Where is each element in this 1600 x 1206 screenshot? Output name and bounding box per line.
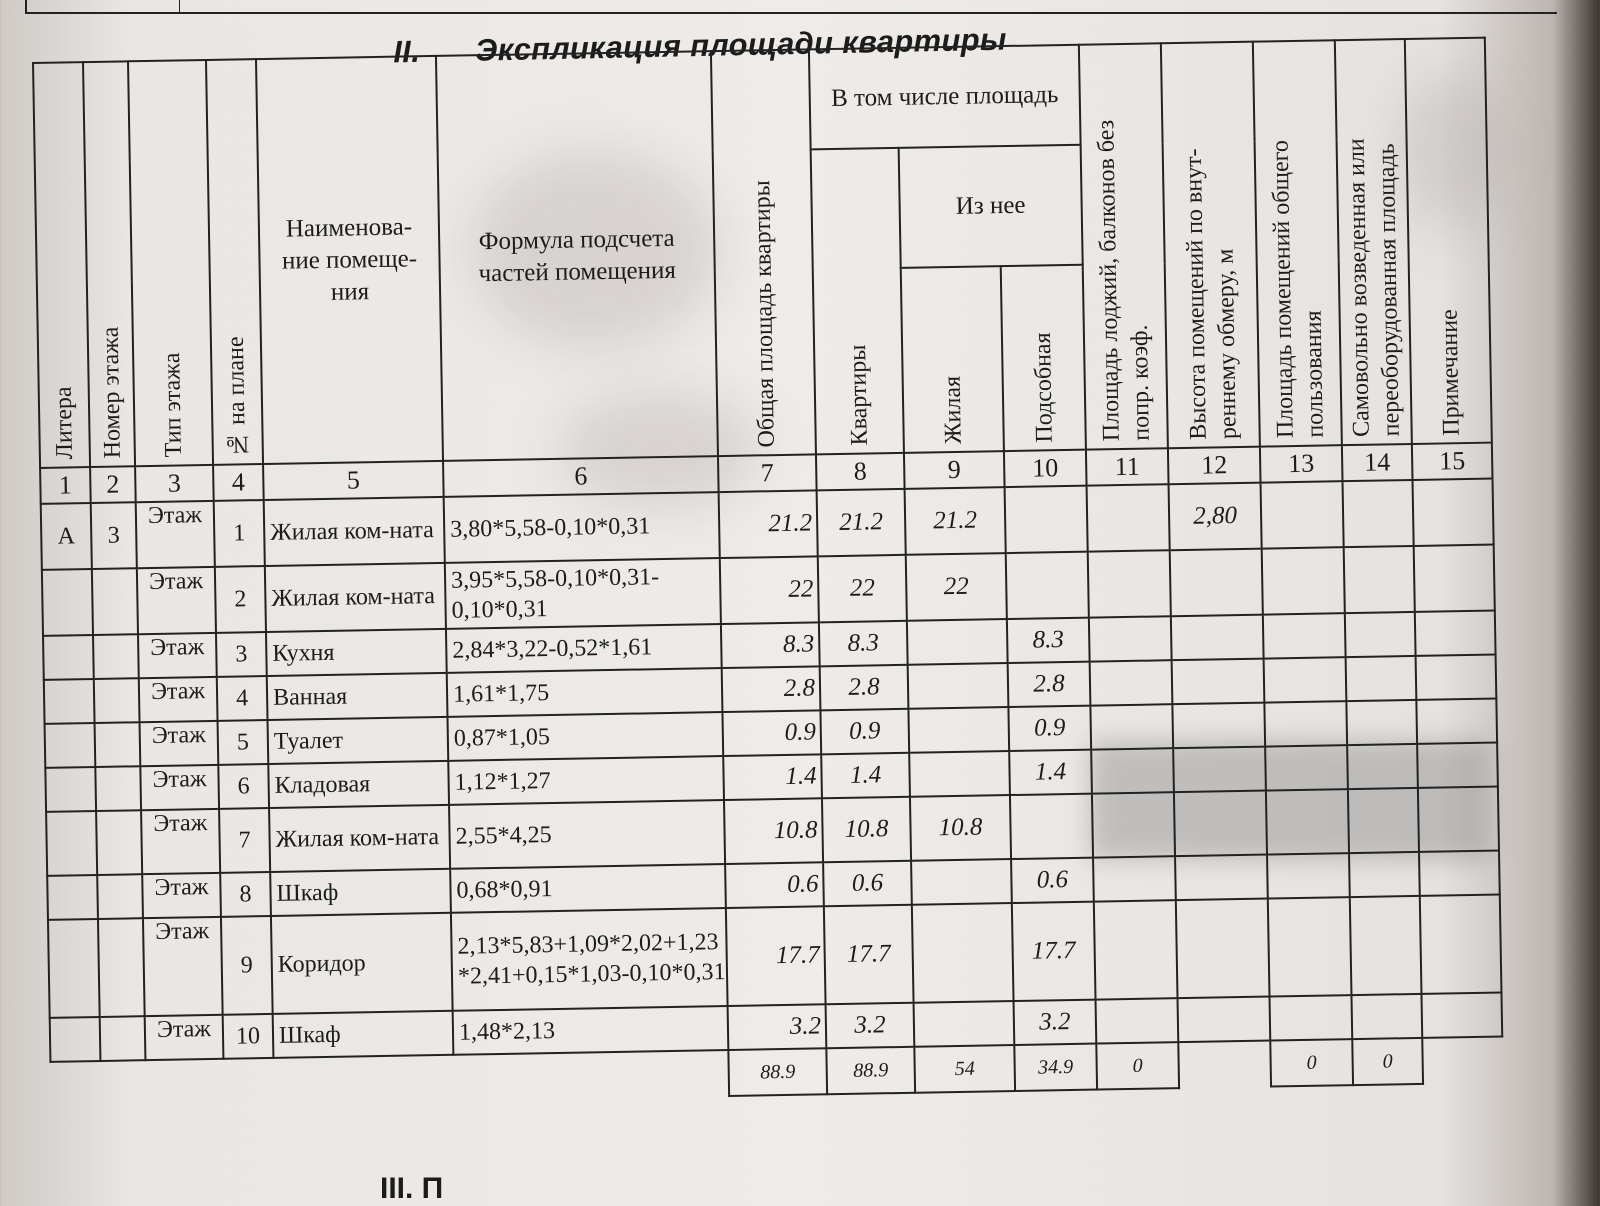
- column-number: 10: [1004, 450, 1087, 487]
- column-number: 12: [1168, 447, 1261, 485]
- cell-floor-type: Этаж: [137, 567, 216, 634]
- cell-auxiliary-area: 0.6: [1011, 858, 1094, 903]
- header-floor-type: Тип этажа: [128, 60, 213, 466]
- cell-floor-type: Этаж: [140, 765, 219, 810]
- cell-living-area: 22: [906, 553, 1007, 621]
- cell-loggia: [1090, 704, 1173, 749]
- cell-loggia: [1090, 660, 1173, 705]
- cell-auxiliary-area: [1006, 552, 1089, 619]
- header-room-height: Высота помещений по внут-реннему обмеру, м: [1161, 42, 1260, 449]
- cell-plan-number: 1: [214, 500, 265, 567]
- cell-litera: А: [41, 503, 92, 570]
- cell-total-area: 17.7: [726, 906, 826, 1006]
- cell-note: [1416, 699, 1497, 744]
- cell-litera: [47, 875, 98, 920]
- cell-plan-number: 2: [215, 566, 266, 633]
- cell-auxiliary-area: [1005, 486, 1088, 553]
- cell-room-name: Жилая ком-ната: [264, 497, 445, 566]
- cell-floor-type: Этаж: [136, 501, 215, 568]
- cell-common: [1265, 745, 1348, 790]
- cell-formula: 2,55*4,25: [449, 800, 725, 869]
- column-number: 5: [263, 461, 444, 500]
- cell-auxiliary-area: 17.7: [1012, 902, 1096, 1001]
- cell-common: [1268, 897, 1352, 996]
- column-number: 13: [1260, 445, 1343, 482]
- cell-living-area: [908, 663, 1009, 709]
- cell-note: [1420, 895, 1502, 994]
- column-number: 4: [213, 464, 264, 501]
- cell-loggia: [1088, 550, 1171, 617]
- explication-table: [32, 37, 1504, 1109]
- cell-note: [1414, 545, 1495, 612]
- cell-floor-type: Этаж: [145, 1015, 224, 1060]
- cell-room-name: Ванная: [267, 673, 448, 720]
- cell-loggia: [1089, 616, 1172, 661]
- cell-common: [1269, 995, 1352, 1040]
- cell-apartment-area: 3.2: [826, 1003, 915, 1049]
- cell-apartment-area: 2.8: [820, 665, 909, 711]
- cell-height: [1176, 899, 1270, 999]
- column-number: 15: [1412, 443, 1493, 480]
- cell-formula: 3,80*5,58-0,10*0,31: [444, 492, 720, 563]
- header-litera: Литера: [33, 62, 90, 468]
- section-title: Экспликация площади квартиры: [474, 21, 1008, 68]
- cell-apartment-area: 10.8: [822, 797, 911, 863]
- total-area-sum: 88.9: [728, 1048, 827, 1096]
- cell-living-area: 21.2: [905, 487, 1006, 555]
- column-number: 14: [1342, 444, 1413, 481]
- cell-litera: [45, 723, 96, 768]
- cell-floor: [98, 918, 145, 1017]
- cell-litera: [46, 811, 97, 876]
- cell-total-area: 2.8: [722, 666, 821, 712]
- cell-living-area: [912, 903, 1014, 1003]
- cell-room-name: Жилая ком-ната: [269, 805, 450, 872]
- loggia-area-sum: 0: [1096, 1042, 1179, 1089]
- cell-common: [1263, 613, 1346, 658]
- cell-loggia: [1094, 900, 1178, 999]
- cell-auxiliary-area: 1.4: [1009, 750, 1092, 795]
- cell-height: 2,80: [1169, 483, 1262, 551]
- cell-note: [1416, 655, 1497, 700]
- cell-formula: 2,13*5,83+1,09*2,02+1,23*2,41+0,15*1,03-0,10*0,31: [451, 908, 728, 1011]
- cell-floor: [93, 634, 139, 679]
- cell-total-area: 0.9: [722, 710, 821, 756]
- apartment-area-sum: 88.9: [826, 1047, 915, 1095]
- cell-floor: [100, 1016, 146, 1061]
- cell-room-name: Жилая ком-ната: [265, 563, 446, 632]
- cell-auxiliary-area: [1010, 794, 1093, 859]
- cell-room-name: Шкаф: [273, 1011, 454, 1058]
- header-apartment: Квартиры: [811, 148, 904, 454]
- cell-living-area: [909, 751, 1010, 797]
- cell-unauthorized: [1344, 546, 1415, 613]
- cell-total-area: 3.2: [728, 1004, 827, 1050]
- column-number: 1: [40, 467, 91, 504]
- cell-height: [1173, 747, 1266, 793]
- cell-litera: [42, 569, 93, 636]
- previous-table-edge: [25, 0, 1557, 14]
- cell-common: [1261, 481, 1344, 548]
- cell-auxiliary-area: 2.8: [1008, 662, 1091, 707]
- column-number: 8: [816, 453, 905, 491]
- cell-apartment-area: 22: [818, 555, 907, 623]
- cell-floor-type: Этаж: [141, 809, 220, 874]
- cell-plan-number: 10: [223, 1014, 274, 1059]
- cell-note: [1415, 611, 1496, 656]
- cell-plan-number: 5: [218, 720, 269, 765]
- cell-height: [1178, 997, 1271, 1043]
- cell-unauthorized: [1345, 612, 1416, 657]
- cell-loggia: [1096, 998, 1179, 1043]
- cell-unauthorized: [1346, 656, 1417, 701]
- cell-floor: [96, 810, 142, 875]
- cell-height: [1174, 791, 1267, 857]
- cell-room-name: Кладовая: [268, 761, 449, 808]
- cell-height: [1170, 549, 1263, 617]
- cell-height: [1172, 703, 1265, 749]
- column-number: 9: [904, 451, 1005, 489]
- cell-apartment-area: 17.7: [824, 905, 914, 1005]
- cell-total-area: 22: [720, 556, 819, 624]
- cell-apartment-area: 0.6: [823, 861, 912, 907]
- header-including-area: В том числе площадь: [809, 45, 1081, 150]
- cell-unauthorized: [1348, 788, 1419, 853]
- cell-floor-type: Этаж: [143, 917, 223, 1016]
- cell-total-area: 10.8: [724, 798, 823, 864]
- cell-living-area: [908, 707, 1009, 753]
- cell-auxiliary-area: 0.9: [1008, 706, 1091, 751]
- cell-floor-type: Этаж: [138, 633, 217, 678]
- cell-room-name: Кухня: [266, 629, 447, 676]
- column-number: 3: [135, 465, 214, 502]
- cell-unauthorized: [1349, 852, 1420, 897]
- cell-common: [1267, 853, 1350, 898]
- cell-apartment-area: 1.4: [821, 753, 910, 799]
- cell-floor: [95, 722, 141, 767]
- cell-unauthorized: [1350, 896, 1422, 995]
- cell-common: [1262, 547, 1345, 614]
- cell-living-area: [911, 859, 1012, 905]
- cell-loggia: [1091, 748, 1174, 793]
- living-area-sum: 54: [914, 1045, 1015, 1093]
- header-unauthorized-area: Самовольно возведенная или переоборудованная площадь: [1335, 39, 1412, 445]
- cell-formula: 0,87*1,05: [447, 712, 723, 761]
- cell-plan-number: 7: [219, 808, 270, 873]
- cell-note: [1419, 851, 1500, 896]
- cell-loggia: [1087, 484, 1170, 551]
- cell-litera: [48, 919, 100, 1018]
- header-loggia-area: Площадь лоджий, балконов без попр. коэф.: [1079, 43, 1168, 449]
- cell-floor: 3: [91, 502, 137, 569]
- cell-formula: 1,12*1,27: [448, 756, 724, 805]
- cell-apartment-area: 8.3: [819, 621, 908, 667]
- cell-floor: [95, 766, 141, 811]
- cell-unauthorized: [1343, 480, 1414, 547]
- cell-floor-type: Этаж: [139, 677, 218, 722]
- cell-auxiliary-area: 3.2: [1014, 1000, 1097, 1045]
- header-total-area: Общая площадь квартиры: [711, 49, 816, 456]
- cell-plan-number: 8: [220, 872, 271, 917]
- cell-formula: 2,84*3,22-0,52*1,61: [446, 624, 722, 673]
- cell-plan-number: 4: [217, 676, 268, 721]
- cell-plan-number: 6: [218, 764, 269, 809]
- unauthorized-area-sum: 0: [1352, 1038, 1423, 1085]
- cell-height: [1175, 855, 1268, 901]
- cell-litera: [45, 767, 96, 812]
- cell-litera: [43, 635, 94, 680]
- cell-floor: [92, 568, 138, 635]
- cell-formula: 1,61*1,75: [447, 668, 723, 717]
- cell-floor: [94, 678, 140, 723]
- cell-total-area: 0.6: [725, 862, 824, 908]
- cell-living-area: [914, 1001, 1015, 1047]
- cell-litera: [50, 1017, 101, 1062]
- cell-total-area: 8.3: [721, 622, 820, 668]
- cell-room-name: Туалет: [268, 717, 449, 764]
- cell-formula: 3,95*5,58-0,10*0,31-0,10*0,31: [445, 558, 721, 629]
- cell-total-area: 21.2: [719, 490, 818, 558]
- cell-floor: [97, 874, 143, 919]
- explication-table-wrapper: [32, 37, 1504, 1109]
- header-room-name: Наименова-ние помеще-ния: [256, 56, 443, 464]
- cell-formula: 0,68*0,91: [450, 864, 726, 913]
- cell-floor-type: Этаж: [142, 873, 221, 918]
- cell-living-area: [907, 619, 1008, 665]
- cell-note: [1417, 743, 1498, 788]
- cell-room-name: Шкаф: [270, 869, 451, 916]
- section-number: II.: [392, 33, 421, 70]
- cell-plan-number: 9: [221, 916, 273, 1015]
- cell-unauthorized: [1347, 744, 1418, 789]
- column-number: 11: [1086, 448, 1169, 485]
- cell-common: [1266, 789, 1349, 854]
- cell-room-name: Коридор: [271, 913, 453, 1014]
- cell-loggia: [1092, 792, 1175, 857]
- cell-unauthorized: [1351, 994, 1422, 1039]
- common-area-sum: 0: [1270, 1039, 1353, 1086]
- cell-unauthorized: [1346, 700, 1417, 745]
- column-number: 2: [90, 466, 136, 503]
- cell-living-area: 10.8: [910, 795, 1011, 861]
- cell-formula: 1,48*2,13: [453, 1006, 729, 1055]
- header-floor-number: Номер этажа: [83, 61, 135, 467]
- header-auxiliary: Подсобная: [1001, 265, 1086, 451]
- cell-litera: [44, 679, 95, 724]
- cell-total-area: 1.4: [723, 754, 822, 800]
- header-formula: Формула подсчета частей помещения: [436, 51, 718, 461]
- cell-height: [1172, 659, 1265, 705]
- cell-plan-number: 3: [216, 632, 267, 677]
- cell-note: [1413, 479, 1494, 546]
- header-note: Примечание: [1405, 38, 1492, 444]
- cell-note: [1418, 787, 1499, 852]
- cell-note: [1421, 992, 1502, 1037]
- cell-apartment-area: 21.2: [817, 489, 906, 557]
- column-number: 7: [718, 454, 817, 492]
- cell-loggia: [1093, 856, 1176, 901]
- auxiliary-area-sum: 34.9: [1014, 1044, 1097, 1091]
- header-living: Жилая: [901, 266, 1004, 453]
- cell-auxiliary-area: 8.3: [1007, 618, 1090, 663]
- next-section-heading-fragment: III. П: [380, 1172, 444, 1205]
- cell-apartment-area: 0.9: [820, 709, 909, 755]
- header-of-which: Из нее: [899, 145, 1083, 268]
- column-number: 6: [443, 456, 719, 497]
- cell-height: [1171, 615, 1264, 661]
- header-plan-number: № на плане: [206, 59, 263, 465]
- cell-floor-type: Этаж: [140, 721, 219, 766]
- header-common-area: Площадь помещений общего пользования: [1253, 40, 1342, 446]
- cell-common: [1264, 657, 1347, 702]
- cell-common: [1264, 701, 1347, 746]
